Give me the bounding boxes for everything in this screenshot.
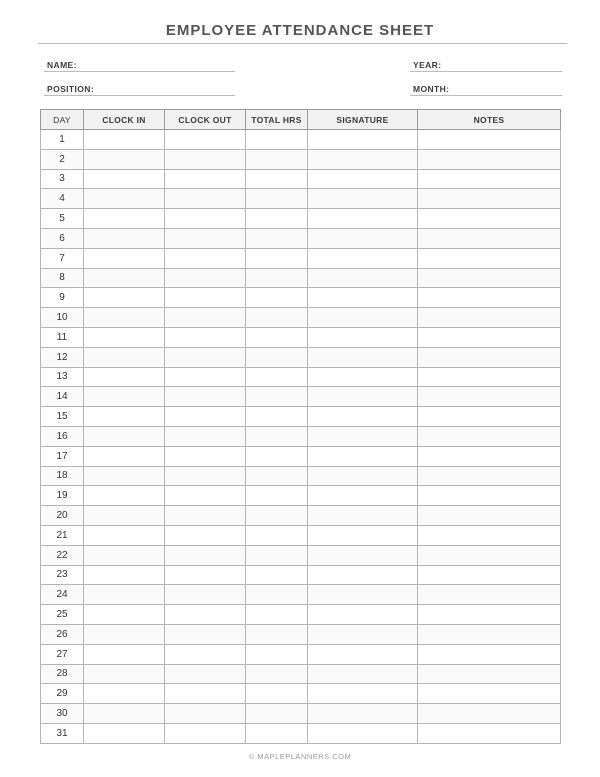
day-number: 1 (41, 130, 84, 150)
clock-in-cell[interactable] (84, 525, 165, 545)
clock-in-cell[interactable] (84, 169, 165, 189)
clock-out-cell[interactable] (165, 585, 246, 605)
table-body (41, 130, 561, 744)
table-row (41, 466, 561, 486)
day-number: 20 (41, 506, 84, 526)
clock-in-cell[interactable] (84, 189, 165, 209)
signature-cell[interactable] (308, 466, 418, 486)
table-row (41, 327, 561, 347)
clock-in-cell[interactable] (84, 149, 165, 169)
table-row (41, 228, 561, 248)
clock-out-cell[interactable] (165, 228, 246, 248)
notes-cell[interactable] (418, 327, 561, 347)
clock-in-cell[interactable] (84, 268, 165, 288)
clock-in-cell[interactable] (84, 228, 165, 248)
clock-out-cell[interactable] (165, 723, 246, 743)
table-row (41, 387, 561, 407)
clock-in-cell[interactable] (84, 585, 165, 605)
header-clock-in: CLOCK IN (84, 110, 165, 130)
notes-cell[interactable] (418, 228, 561, 248)
notes-cell[interactable] (418, 149, 561, 169)
day-number: 6 (41, 228, 84, 248)
clock-in-cell[interactable] (84, 545, 165, 565)
day-number: 31 (41, 723, 84, 743)
notes-cell[interactable] (418, 644, 561, 664)
page-title: EMPLOYEE ATTENDANCE SHEET (165, 22, 435, 39)
table-row (41, 545, 561, 565)
day-number: 27 (41, 644, 84, 664)
notes-cell[interactable] (418, 506, 561, 526)
clock-out-cell[interactable] (165, 565, 246, 585)
clock-out-cell[interactable] (165, 545, 246, 565)
signature-cell[interactable] (308, 684, 418, 704)
clock-out-cell[interactable] (165, 664, 246, 684)
total-hrs-cell[interactable] (246, 723, 308, 743)
clock-out-cell[interactable] (165, 426, 246, 446)
signature-cell[interactable] (308, 209, 418, 229)
notes-cell[interactable] (418, 565, 561, 585)
notes-cell[interactable] (418, 585, 561, 605)
notes-cell[interactable] (418, 624, 561, 644)
header-clock-out: CLOCK OUT (165, 110, 246, 130)
clock-in-cell[interactable] (84, 327, 165, 347)
clock-in-cell[interactable] (84, 446, 165, 466)
notes-cell[interactable] (418, 288, 561, 308)
total-hrs-cell[interactable] (246, 130, 308, 150)
day-number: 21 (41, 525, 84, 545)
day-number: 30 (41, 704, 84, 724)
total-hrs-cell[interactable] (246, 565, 308, 585)
total-hrs-cell[interactable] (246, 169, 308, 189)
signature-cell[interactable] (308, 545, 418, 565)
notes-cell[interactable] (418, 664, 561, 684)
table-row (41, 585, 561, 605)
day-number: 2 (41, 149, 84, 169)
clock-out-cell[interactable] (165, 308, 246, 328)
total-hrs-cell[interactable] (246, 644, 308, 664)
notes-cell[interactable] (418, 426, 561, 446)
signature-cell[interactable] (308, 169, 418, 189)
clock-in-cell[interactable] (84, 288, 165, 308)
table-row (41, 209, 561, 229)
clock-out-cell[interactable] (165, 486, 246, 506)
clock-out-cell[interactable] (165, 347, 246, 367)
day-number: 19 (41, 486, 84, 506)
total-hrs-cell[interactable] (246, 506, 308, 526)
clock-in-cell[interactable] (84, 723, 165, 743)
signature-cell[interactable] (308, 189, 418, 209)
notes-cell[interactable] (418, 525, 561, 545)
signature-cell[interactable] (308, 486, 418, 506)
clock-out-cell[interactable] (165, 367, 246, 387)
notes-cell[interactable] (418, 446, 561, 466)
total-hrs-cell[interactable] (246, 149, 308, 169)
table-row (41, 525, 561, 545)
clock-in-cell[interactable] (84, 605, 165, 625)
signature-cell[interactable] (308, 704, 418, 724)
clock-out-cell[interactable] (165, 130, 246, 150)
day-number: 22 (41, 545, 84, 565)
signature-cell[interactable] (308, 664, 418, 684)
day-number: 14 (41, 387, 84, 407)
signature-cell[interactable] (308, 149, 418, 169)
table-row (41, 664, 561, 684)
signature-cell[interactable] (308, 387, 418, 407)
signature-cell[interactable] (308, 525, 418, 545)
day-number: 10 (41, 308, 84, 328)
signature-cell[interactable] (308, 367, 418, 387)
signature-cell[interactable] (308, 506, 418, 526)
notes-cell[interactable] (418, 308, 561, 328)
day-number: 4 (41, 189, 84, 209)
signature-cell[interactable] (308, 585, 418, 605)
table-row (41, 367, 561, 387)
clock-in-cell[interactable] (84, 664, 165, 684)
notes-cell[interactable] (418, 209, 561, 229)
clock-in-cell[interactable] (84, 644, 165, 664)
table-row (41, 130, 561, 150)
footer-credit: © MAPLEPLANNERS.COM (248, 752, 352, 761)
notes-cell[interactable] (418, 268, 561, 288)
clock-out-cell[interactable] (165, 446, 246, 466)
table-row (41, 684, 561, 704)
notes-cell[interactable] (418, 169, 561, 189)
total-hrs-cell[interactable] (246, 664, 308, 684)
clock-in-cell[interactable] (84, 130, 165, 150)
signature-cell[interactable] (308, 605, 418, 625)
clock-in-cell[interactable] (84, 347, 165, 367)
signature-cell[interactable] (308, 130, 418, 150)
header-total-hrs: TOTAL HRS (246, 110, 308, 130)
total-hrs-cell[interactable] (246, 189, 308, 209)
signature-cell[interactable] (308, 248, 418, 268)
total-hrs-cell[interactable] (246, 268, 308, 288)
signature-cell[interactable] (308, 565, 418, 585)
total-hrs-cell[interactable] (246, 446, 308, 466)
clock-out-cell[interactable] (165, 327, 246, 347)
total-hrs-cell[interactable] (246, 209, 308, 229)
day-number: 15 (41, 407, 84, 427)
clock-out-cell[interactable] (165, 684, 246, 704)
signature-cell[interactable] (308, 426, 418, 446)
header-notes: NOTES (418, 110, 561, 130)
notes-cell[interactable] (418, 347, 561, 367)
notes-cell[interactable] (418, 545, 561, 565)
day-number: 16 (41, 426, 84, 446)
notes-cell[interactable] (418, 189, 561, 209)
day-number: 3 (41, 169, 84, 189)
total-hrs-cell[interactable] (246, 248, 308, 268)
clock-out-cell[interactable] (165, 149, 246, 169)
clock-in-cell[interactable] (84, 426, 165, 446)
table-row (41, 347, 561, 367)
clock-out-cell[interactable] (165, 525, 246, 545)
clock-out-cell[interactable] (165, 624, 246, 644)
signature-cell[interactable] (308, 347, 418, 367)
clock-in-cell[interactable] (84, 466, 165, 486)
day-number: 18 (41, 466, 84, 486)
table-row (41, 624, 561, 644)
month-field[interactable]: MONTH: (410, 82, 562, 96)
clock-out-cell[interactable] (165, 268, 246, 288)
signature-cell[interactable] (308, 228, 418, 248)
table-row (41, 565, 561, 585)
day-number: 29 (41, 684, 84, 704)
total-hrs-cell[interactable] (246, 704, 308, 724)
signature-cell[interactable] (308, 288, 418, 308)
total-hrs-cell[interactable] (246, 605, 308, 625)
total-hrs-cell[interactable] (246, 545, 308, 565)
total-hrs-cell[interactable] (246, 327, 308, 347)
total-hrs-cell[interactable] (246, 426, 308, 446)
table-row (41, 149, 561, 169)
clock-in-cell[interactable] (84, 367, 165, 387)
clock-in-cell[interactable] (84, 565, 165, 585)
clock-out-cell[interactable] (165, 605, 246, 625)
total-hrs-cell[interactable] (246, 466, 308, 486)
table-row (41, 189, 561, 209)
total-hrs-cell[interactable] (246, 684, 308, 704)
clock-in-cell[interactable] (84, 506, 165, 526)
table-row (41, 605, 561, 625)
clock-out-cell[interactable] (165, 506, 246, 526)
notes-cell[interactable] (418, 248, 561, 268)
signature-cell[interactable] (308, 308, 418, 328)
total-hrs-cell[interactable] (246, 585, 308, 605)
day-number: 24 (41, 585, 84, 605)
title-divider (38, 43, 567, 44)
total-hrs-cell[interactable] (246, 367, 308, 387)
clock-in-cell[interactable] (84, 684, 165, 704)
total-hrs-cell[interactable] (246, 288, 308, 308)
total-hrs-cell[interactable] (246, 407, 308, 427)
clock-in-cell[interactable] (84, 248, 165, 268)
notes-cell[interactable] (418, 605, 561, 625)
notes-cell[interactable] (418, 723, 561, 743)
total-hrs-cell[interactable] (246, 387, 308, 407)
table-row (41, 704, 561, 724)
day-number: 8 (41, 268, 84, 288)
table-row (41, 486, 561, 506)
notes-cell[interactable] (418, 407, 561, 427)
notes-cell[interactable] (418, 486, 561, 506)
clock-out-cell[interactable] (165, 466, 246, 486)
signature-cell[interactable] (308, 723, 418, 743)
total-hrs-cell[interactable] (246, 228, 308, 248)
signature-cell[interactable] (308, 268, 418, 288)
table-row (41, 308, 561, 328)
notes-cell[interactable] (418, 130, 561, 150)
clock-in-cell[interactable] (84, 704, 165, 724)
clock-out-cell[interactable] (165, 169, 246, 189)
day-number: 9 (41, 288, 84, 308)
notes-cell[interactable] (418, 367, 561, 387)
table-row (41, 268, 561, 288)
table-row (41, 426, 561, 446)
signature-cell[interactable] (308, 407, 418, 427)
attendance-table (40, 109, 561, 744)
position-field[interactable]: POSITION: (44, 82, 235, 96)
table-header-row (41, 110, 561, 130)
day-number: 12 (41, 347, 84, 367)
day-number: 17 (41, 446, 84, 466)
year-field[interactable]: YEAR: (410, 58, 562, 72)
clock-in-cell[interactable] (84, 486, 165, 506)
clock-in-cell[interactable] (84, 407, 165, 427)
day-number: 13 (41, 367, 84, 387)
table-row (41, 407, 561, 427)
day-number: 25 (41, 605, 84, 625)
clock-out-cell[interactable] (165, 248, 246, 268)
clock-in-cell[interactable] (84, 308, 165, 328)
table-row (41, 169, 561, 189)
clock-in-cell[interactable] (84, 624, 165, 644)
header-signature: SIGNATURE (308, 110, 418, 130)
table-row (41, 446, 561, 466)
total-hrs-cell[interactable] (246, 486, 308, 506)
clock-out-cell[interactable] (165, 704, 246, 724)
clock-out-cell[interactable] (165, 209, 246, 229)
signature-cell[interactable] (308, 446, 418, 466)
day-number: 26 (41, 624, 84, 644)
day-number: 11 (41, 327, 84, 347)
total-hrs-cell[interactable] (246, 624, 308, 644)
day-number: 5 (41, 209, 84, 229)
signature-cell[interactable] (308, 624, 418, 644)
clock-out-cell[interactable] (165, 189, 246, 209)
header-day: DAY (41, 110, 84, 130)
clock-in-cell[interactable] (84, 209, 165, 229)
notes-cell[interactable] (418, 387, 561, 407)
clock-in-cell[interactable] (84, 387, 165, 407)
notes-cell[interactable] (418, 466, 561, 486)
clock-out-cell[interactable] (165, 644, 246, 664)
signature-cell[interactable] (308, 644, 418, 664)
clock-out-cell[interactable] (165, 288, 246, 308)
day-number: 7 (41, 248, 84, 268)
table-row (41, 644, 561, 664)
notes-cell[interactable] (418, 704, 561, 724)
name-field[interactable]: NAME: (44, 58, 235, 72)
table-row (41, 506, 561, 526)
table-row (41, 723, 561, 743)
clock-out-cell[interactable] (165, 407, 246, 427)
day-number: 28 (41, 664, 84, 684)
table-row (41, 248, 561, 268)
table-row (41, 288, 561, 308)
clock-out-cell[interactable] (165, 387, 246, 407)
signature-cell[interactable] (308, 327, 418, 347)
total-hrs-cell[interactable] (246, 347, 308, 367)
day-number: 23 (41, 565, 84, 585)
total-hrs-cell[interactable] (246, 525, 308, 545)
notes-cell[interactable] (418, 684, 561, 704)
total-hrs-cell[interactable] (246, 308, 308, 328)
